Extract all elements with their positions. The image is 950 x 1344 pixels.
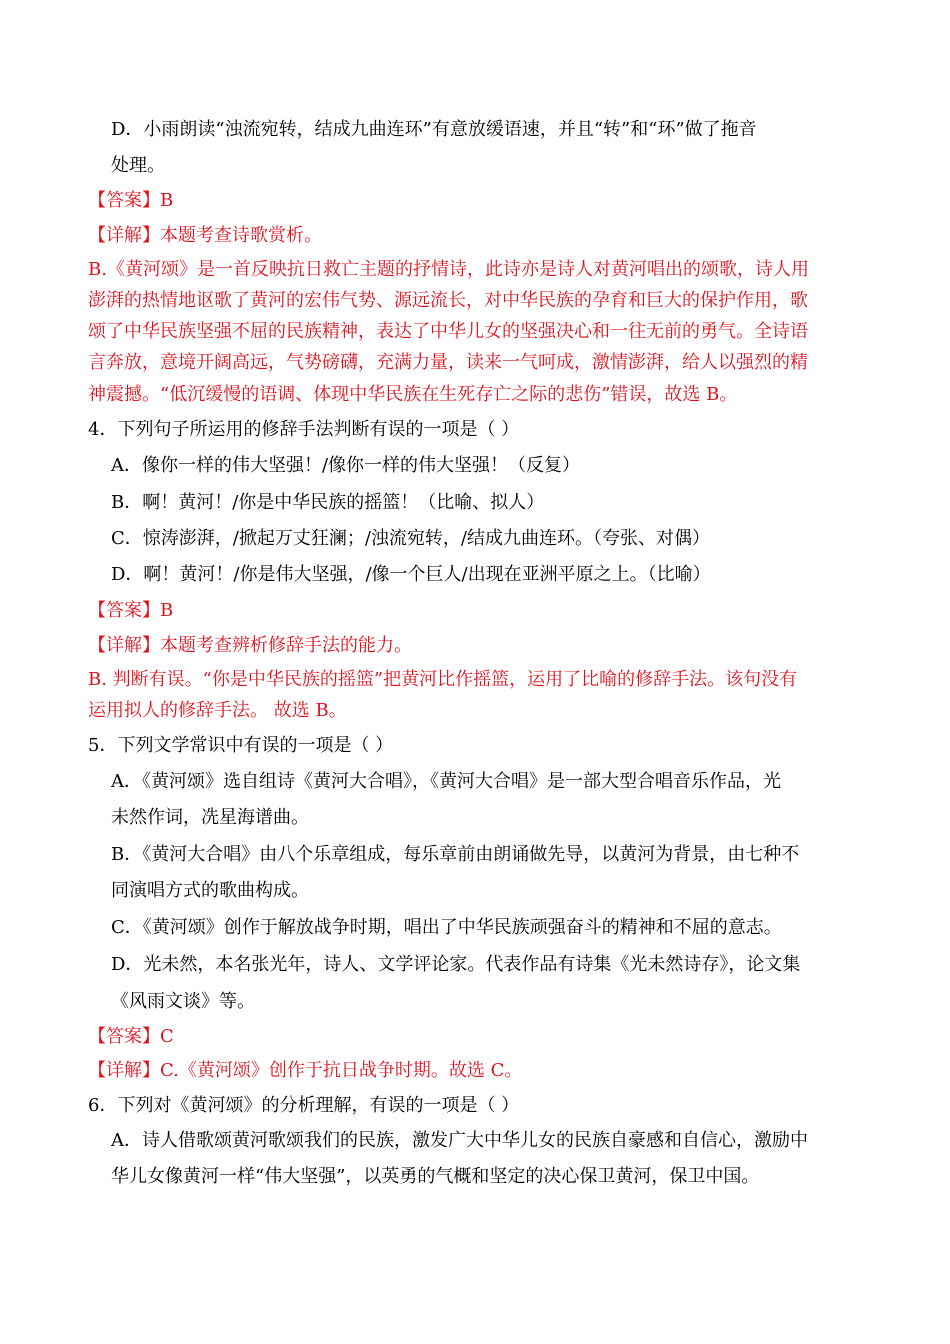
q3-explanation-line-5: 神震撼。“低沉缓慢的语调、体现中华民族在生死存亡之际的悲伤”错误，故选 B。 <box>88 384 738 405</box>
q3-explanation-line-2: 澎湃的热情地讴歌了黄河的宏伟气势、源远流长，对中华民族的孕育和巨大的保护作用，歌 <box>88 290 808 311</box>
q6-option-a-line-1: A．诗人借歌颂黄河歌颂我们的民族，激发广大中华儿女的民族自豪感和自信心，激励中 <box>111 1130 808 1151</box>
q5-answer: 【答案】C <box>88 1026 174 1047</box>
q6-stem: 6．下列对《黄河颂》的分析理解，有误的一项是（ ） <box>88 1095 520 1116</box>
q5-option-d-line-1: D．光未然，本名张光年，诗人、文学评论家。代表作品有诗集《光未然诗存》，论文集 <box>111 954 801 975</box>
q4-option-c: C．惊涛澎湃，/掀起万丈狂澜；/浊流宛转，/结成九曲连环。（夸张、对偶） <box>111 528 710 549</box>
q4-explanation-line-2: 运用拟人的修辞手法。 故选 B。 <box>88 700 347 721</box>
q5-option-c: C．《黄河颂》创作于解放战争时期，唱出了中华民族顽强奋斗的精神和不屈的意志。 <box>111 917 782 938</box>
q4-explanation-title: 【详解】本题考查辨析修辞手法的能力。 <box>88 635 412 656</box>
q5-stem: 5．下列文学常识中有误的一项是（ ） <box>88 735 394 756</box>
q3-explanation-title: 【详解】本题考查诗歌赏析。 <box>88 225 322 246</box>
q5-option-a-line-1: A．《黄河颂》选自组诗《黄河大合唱》，《黄河大合唱》是一部大型合唱音乐作品，光 <box>111 771 781 792</box>
q5-option-a-line-2: 未然作词，冼星海谱曲。 <box>111 807 309 828</box>
q3-explanation-line-3: 颂了中华民族坚强不屈的民族精神，表达了中华儿女的坚强决心和一往无前的勇气。全诗语 <box>88 321 808 342</box>
q5-option-d-line-2: 《风雨文谈》等。 <box>111 991 255 1012</box>
q3-answer: 【答案】B <box>88 190 174 211</box>
q4-option-d: D．啊！黄河！/你是伟大坚强，/像一个巨人/出现在亚洲平原之上。（比喻） <box>111 564 711 585</box>
q4-option-a: A．像你一样的伟大坚强！/像你一样的伟大坚强！（反复） <box>111 455 581 476</box>
q5-explanation: 【详解】C.《黄河颂》创作于抗日战争时期。故选 C。 <box>88 1060 523 1081</box>
q4-explanation-line-1: B. 判断有误。“你是中华民族的摇篮”把黄河比作摇篮，运用了比喻的修辞手法。该句没有 <box>88 669 798 690</box>
q3-explanation-line-1: B.《黄河颂》是一首反映抗日救亡主题的抒情诗，此诗亦是诗人对黄河唱出的颂歌，诗人用 <box>88 259 809 280</box>
q4-answer: 【答案】B <box>88 600 174 621</box>
q3-option-d-line-2: 处理。 <box>111 155 165 176</box>
q4-option-b: B．啊！黄河！/你是中华民族的摇篮！（比喻、拟人） <box>111 492 545 513</box>
q4-stem: 4．下列句子所运用的修辞手法判断有误的一项是（ ） <box>88 419 520 440</box>
q6-option-a-line-2: 华儿女像黄河一样“伟大坚强”，以英勇的气概和坚定的决心保卫黄河，保卫中国。 <box>111 1166 760 1187</box>
q5-option-b-line-1: B．《黄河大合唱》由八个乐章组成，每乐章前由朗诵做先导，以黄河为背景，由七种不 <box>111 844 800 865</box>
q3-explanation-line-4: 言奔放，意境开阔高远，气势磅礴，充满力量，读来一气呵成，激情澎湃，给人以强烈的精 <box>88 352 808 373</box>
q3-option-d-line-1: D．小雨朗读“浊流宛转，结成九曲连环”有意放缓语速，并且“转”和“环”做了拖音 <box>111 119 757 140</box>
q5-option-b-line-2: 同演唱方式的歌曲构成。 <box>111 880 309 901</box>
